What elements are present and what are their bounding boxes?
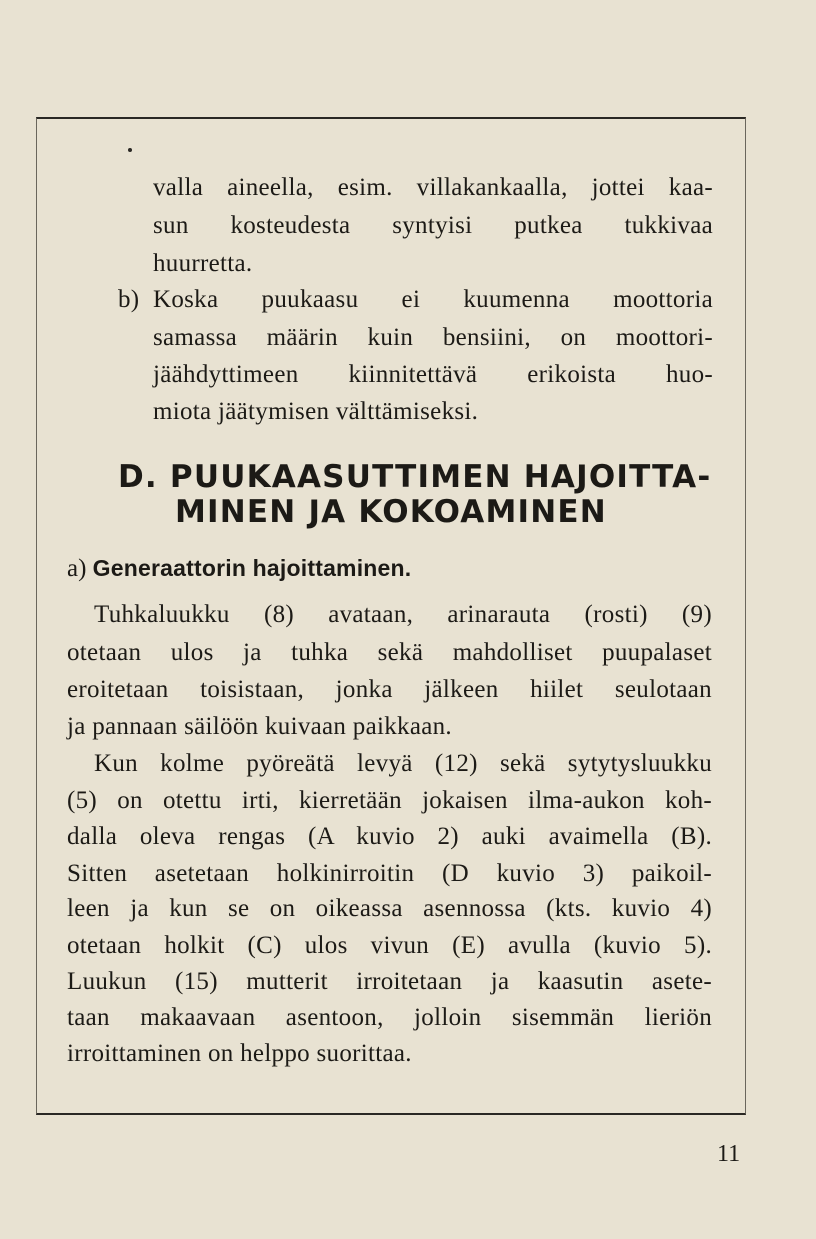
text-line: otetaan holkit (C) ulos vivun (E) avulla (kuvio 5). bbox=[67, 932, 712, 959]
subsection-marker: a) bbox=[67, 555, 87, 582]
text-line: Tuhkaluukku (8) avataan, arinarauta (rosti) (9) bbox=[94, 601, 712, 628]
text-line: Koska puukaasu ei kuumenna moottoria bbox=[153, 286, 713, 313]
text-line: dalla oleva rengas (A kuvio 2) auki avaimella (B). bbox=[67, 823, 712, 850]
heading-line: D. PUUKAASUTTIMEN HAJOITTA- bbox=[118, 459, 712, 495]
text-line: ja pannaan säilöön kuivaan paikkaan. bbox=[67, 713, 452, 740]
text-line: valla aineella, esim. villakankaalla, jottei kaa- bbox=[153, 174, 713, 201]
list-marker: b) bbox=[118, 286, 140, 313]
text-line: Luukun (15) mutterit irroitetaan ja kaasutin asete- bbox=[67, 968, 712, 995]
text-line: miota jäätymisen välttämiseksi. bbox=[153, 398, 479, 425]
text-line: Kun kolme pyöreätä levyä (12) sekä sytytysluukku bbox=[94, 750, 712, 777]
text-line: leen ja kun se on oikeassa asennossa (kts. kuvio 4) bbox=[67, 895, 712, 922]
text-line: otetaan ulos ja tuhka sekä mahdolliset puupalaset bbox=[67, 639, 712, 666]
text-line: irroittaminen on helppo suorittaa. bbox=[67, 1040, 412, 1067]
page-number: 11 bbox=[717, 1141, 741, 1167]
text-line: eroitetaan toisistaan, jonka jälkeen hiilet seulotaan bbox=[67, 676, 712, 703]
heading-line: MINEN JA KOKOAMINEN bbox=[175, 494, 607, 530]
text-line: samassa määrin kuin bensiini, on moottori- bbox=[153, 324, 713, 351]
text-line: huurretta. bbox=[153, 250, 253, 277]
subsection-heading bbox=[67, 553, 411, 584]
text-line: (5) on otettu irti, kierretään jokaisen ilma-aukon koh- bbox=[67, 787, 712, 814]
text-line: sun kosteudesta syntyisi putkea tukkivaa bbox=[153, 212, 713, 239]
text-line: Sitten asetetaan holkinirroitin (D kuvio 3) paikoil- bbox=[67, 860, 712, 887]
text-line: taan makaavaan asentoon, jolloin sisemmän lieriön bbox=[67, 1004, 712, 1031]
text-line: jäähdyttimeen kiinnitettävä erikoista huo- bbox=[153, 361, 713, 388]
subsection-title: Generaattorin hajoittaminen. bbox=[92, 555, 412, 581]
speck-mark bbox=[128, 148, 132, 152]
